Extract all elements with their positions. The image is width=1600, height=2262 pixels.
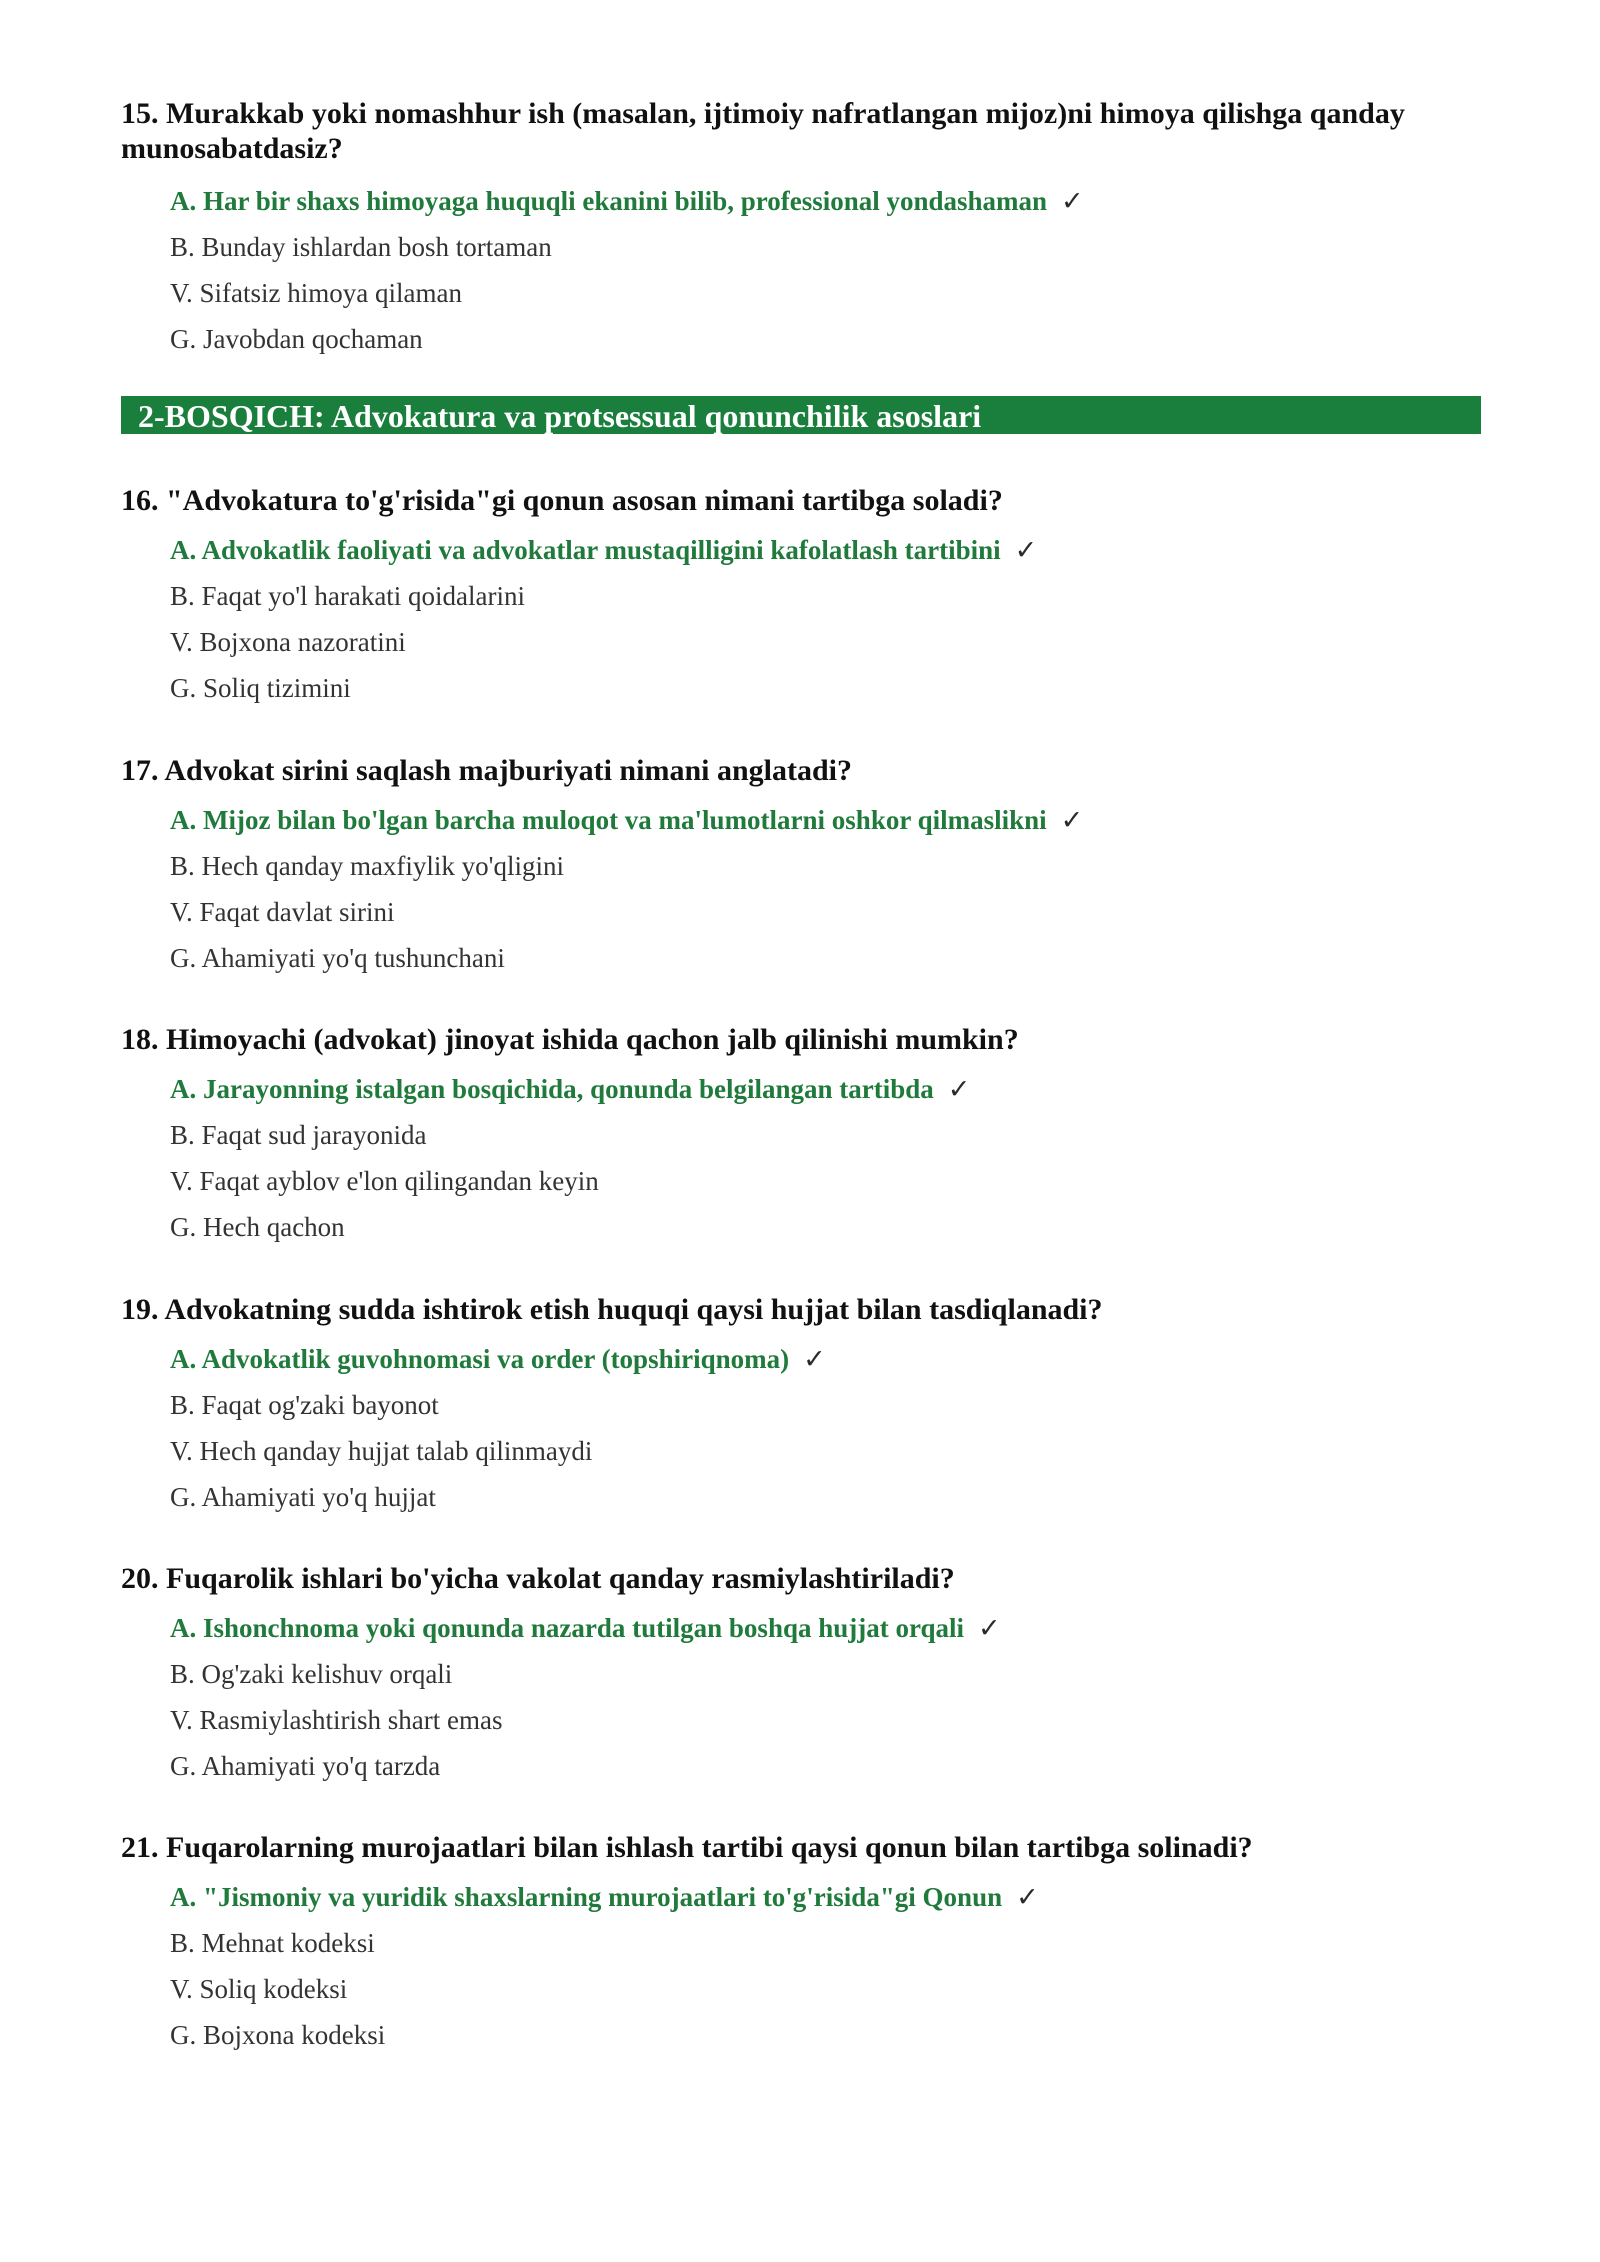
- question-block: [121, 483, 1481, 703]
- answer-option: B. Hech qanday maxfiylik yo'qligini: [170, 851, 565, 881]
- answer-option: B. Faqat og'zaki bayonot: [170, 1390, 439, 1420]
- check-icon: ✓: [1061, 186, 1084, 216]
- check-icon: ✓: [803, 1344, 826, 1374]
- option-text: A. Har bir shaxs himoyaga huquqli ekanini bilib, professional yondashaman: [170, 186, 1048, 216]
- answer-option-correct: [170, 804, 1083, 836]
- answer-option: V. Sifatsiz himoya qilaman: [170, 278, 462, 308]
- answer-option-correct: [170, 534, 1037, 566]
- option-text: A. "Jismoniy va yuridik shaxslarning murojaatlari to'g'risida"gi Qonun: [170, 1882, 1003, 1912]
- answer-option-correct: [170, 185, 1084, 217]
- answer-option: V. Hech qanday hujjat talab qilinmaydi: [170, 1436, 593, 1466]
- question-block: [121, 753, 1481, 973]
- question-text: 17. Advokat sirini saqlash majburiyati nimani anglatadi?: [121, 754, 852, 787]
- answer-option: B. Faqat sud jarayonida: [170, 1120, 427, 1150]
- section-header: 2-BOSQICH: Advokatura va protsessual qonunchilik asoslari: [121, 396, 1481, 434]
- question-text: 15. Murakkab yoki nomashhur ish (masalan, ijtimoiy nafratlangan mijoz)ni himoya qilishga qanday munosabatdasiz?: [121, 97, 1405, 165]
- answer-option-correct: [170, 1343, 826, 1375]
- answer-option: B. Faqat yo'l harakati qoidalarini: [170, 581, 526, 611]
- answer-option-correct: [170, 1073, 970, 1105]
- question-text: 19. Advokatning sudda ishtirok etish huquqi qaysi hujjat bilan tasdiqlanadi?: [121, 1293, 1103, 1326]
- option-text: A. Jarayonning istalgan bosqichida, qonunda belgilangan tartibda: [170, 1074, 934, 1104]
- question-block: [121, 1561, 1481, 1781]
- check-icon: ✓: [1014, 535, 1038, 565]
- answer-option: G. Javobdan qochaman: [170, 324, 423, 354]
- answer-option: V. Bojxona nazoratini: [170, 627, 406, 657]
- answer-option: G. Hech qachon: [170, 1212, 345, 1242]
- question-block: [121, 96, 1481, 354]
- answer-option: G. Ahamiyati yo'q tarzda: [170, 1751, 441, 1781]
- question-text: 18. Himoyachi (advokat) jinoyat ishida qachon jalb qilinishi mumkin?: [121, 1023, 1019, 1056]
- answer-option: V. Soliq kodeksi: [170, 1974, 348, 2004]
- answer-option: B. Bunday ishlardan bosh tortaman: [170, 232, 552, 262]
- question-block: [121, 1022, 1481, 1242]
- answer-option: G. Soliq tizimini: [170, 673, 351, 703]
- question-text: 20. Fuqarolik ishlari bo'yicha vakolat qanday rasmiylashtiriladi?: [121, 1562, 955, 1595]
- option-text: A. Advokatlik faoliyati va advokatlar mustaqilligini kafolatlash tartibini: [170, 535, 1001, 565]
- option-text: A. Mijoz bilan bo'lgan barcha muloqot va ma'lumotlarni oshkor qilmaslikni: [170, 805, 1047, 835]
- answer-option: V. Rasmiylashtirish shart emas: [170, 1705, 503, 1735]
- option-text: A. Ishonchnoma yoki qonunda nazarda tutilgan boshqa hujjat orqali: [170, 1613, 964, 1643]
- check-icon: ✓: [978, 1613, 1001, 1643]
- answer-option-correct: [170, 1881, 1039, 1913]
- answer-option-correct: [170, 1612, 1001, 1644]
- question-block: [121, 1830, 1481, 2050]
- answer-option: B. Og'zaki kelishuv orqali: [170, 1659, 453, 1689]
- answer-option: V. Faqat davlat sirini: [170, 897, 395, 927]
- option-text: A. Advokatlik guvohnomasi va order (topshiriqnoma): [170, 1344, 790, 1374]
- answer-option: G. Ahamiyati yo'q tushunchani: [170, 943, 505, 973]
- question-text: 16. "Advokatura to'g'risida"gi qonun asosan nimani tartibga soladi?: [121, 484, 1003, 517]
- question-block: [121, 1292, 1481, 1512]
- question-text: 21. Fuqarolarning murojaatlari bilan ishlash tartibi qaysi qonun bilan tartibga solinadi?: [121, 1831, 1253, 1864]
- answer-option: G. Ahamiyati yo'q hujjat: [170, 1482, 436, 1512]
- answer-option: B. Mehnat kodeksi: [170, 1928, 375, 1958]
- check-icon: ✓: [1060, 805, 1084, 835]
- answer-option: G. Bojxona kodeksi: [170, 2020, 386, 2050]
- check-icon: ✓: [1016, 1882, 1039, 1912]
- answer-option: V. Faqat ayblov e'lon qilingandan keyin: [170, 1166, 599, 1196]
- check-icon: ✓: [947, 1074, 971, 1104]
